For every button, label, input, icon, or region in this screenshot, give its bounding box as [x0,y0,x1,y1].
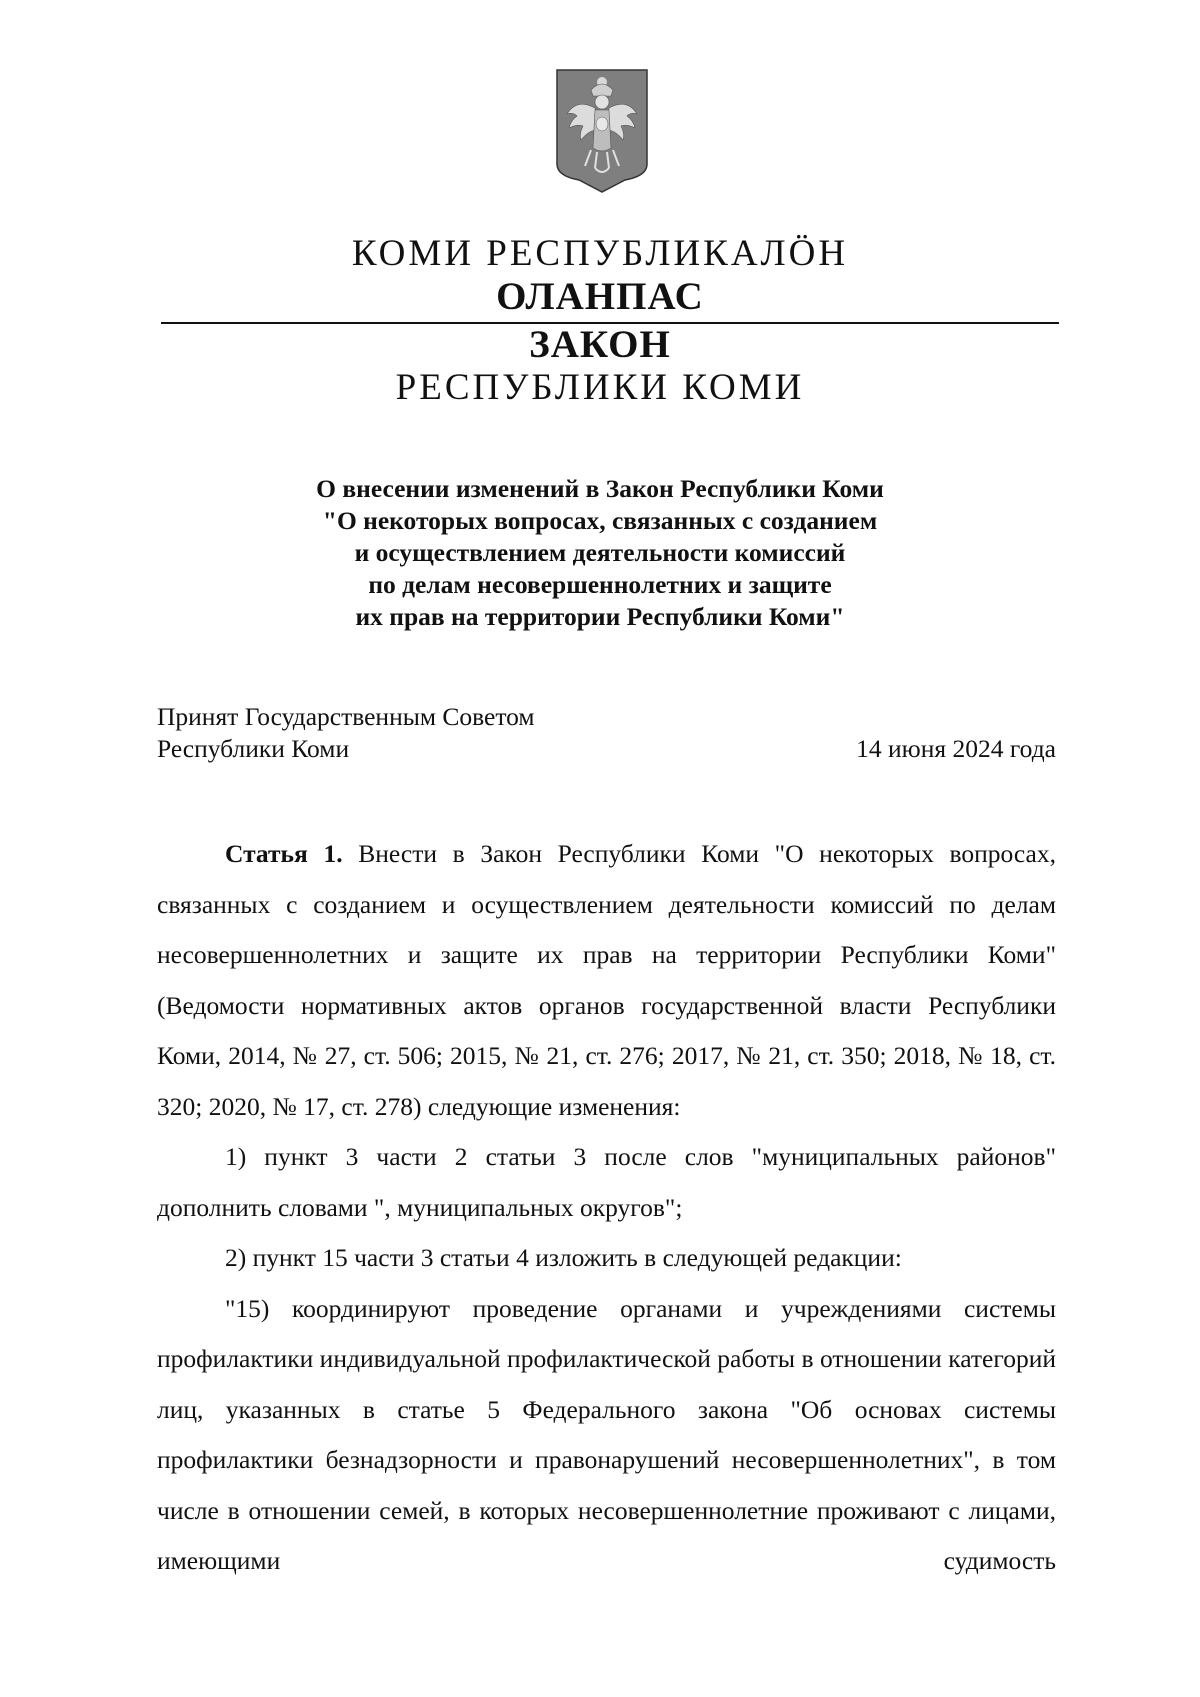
adopted-line-2: Республики Коми [157,734,350,763]
komi-coat-of-arms-icon [555,68,649,194]
adopted-date: 14 июня 2024 года [856,734,1056,763]
adopted-line-1: Принят Государственным Советом [157,702,535,731]
item-2-paragraph: 2) пункт 15 части 3 статьи 4 изложить в следующей редакции: [225,1243,902,1272]
adopted-by [157,701,535,765]
law-title-line: их прав на территории Республики Коми" [355,602,845,631]
header-republic-komi: РЕСПУБЛИКИ КОМИ [395,367,805,408]
law-title-line: и осуществлением деятельности комиссий [354,538,846,567]
law-body [157,829,1056,1587]
law-title-line: О внесении изменений в Закон Республики Коми [316,474,884,503]
article-label: Статья 1. [225,839,343,868]
law-title-line: "О некоторых вопросах, связанных с созданием [322,506,878,535]
header-zakon: ЗАКОН [529,323,671,366]
header-olanpas: ОЛАНПАС [496,275,704,318]
header-komi-republic: КОМИ РЕСПУБЛИКАЛÖН [351,233,849,274]
item-1-paragraph: 1) пункт 3 части 2 статьи 3 после слов "муниципальных районов" дополнить словами ", муниципальных округов"; [157,1142,1056,1222]
quoted-amendment-paragraph: "15) координируют проведение органами и учреждениями системы профилактики индивидуальной профилактической работы в отношении категорий лиц, указанных в статье 5 Федерального закона "Об основах системы профилактики безнадзорности и правонарушений несовершеннолетних", в том числе в отношении семей, в которых несовершеннолетние проживают с лицами, имеющими судимость [157,1293,1056,1575]
article-1-paragraph [157,829,1056,1132]
article-text: Внести в Закон Республики Коми "О некоторых вопросах, связанных с созданием и осуществлением деятельности комиссий по делам несовершеннолетних и защите их прав на территории Республики Коми" (Ведомости нормативных актов органов государственной власти Республики Коми, 2014, № 27, ст. 506; 2015, № 21, ст. 276; 2017, № 21, ст. 350; 2018, № 18, ст. 320; 2020, № 17, ст. 278) следующие изменения: [157,839,1056,1121]
law-title-line: по делам несовершеннолетних и защите [368,570,832,599]
law-title [150,473,1050,633]
